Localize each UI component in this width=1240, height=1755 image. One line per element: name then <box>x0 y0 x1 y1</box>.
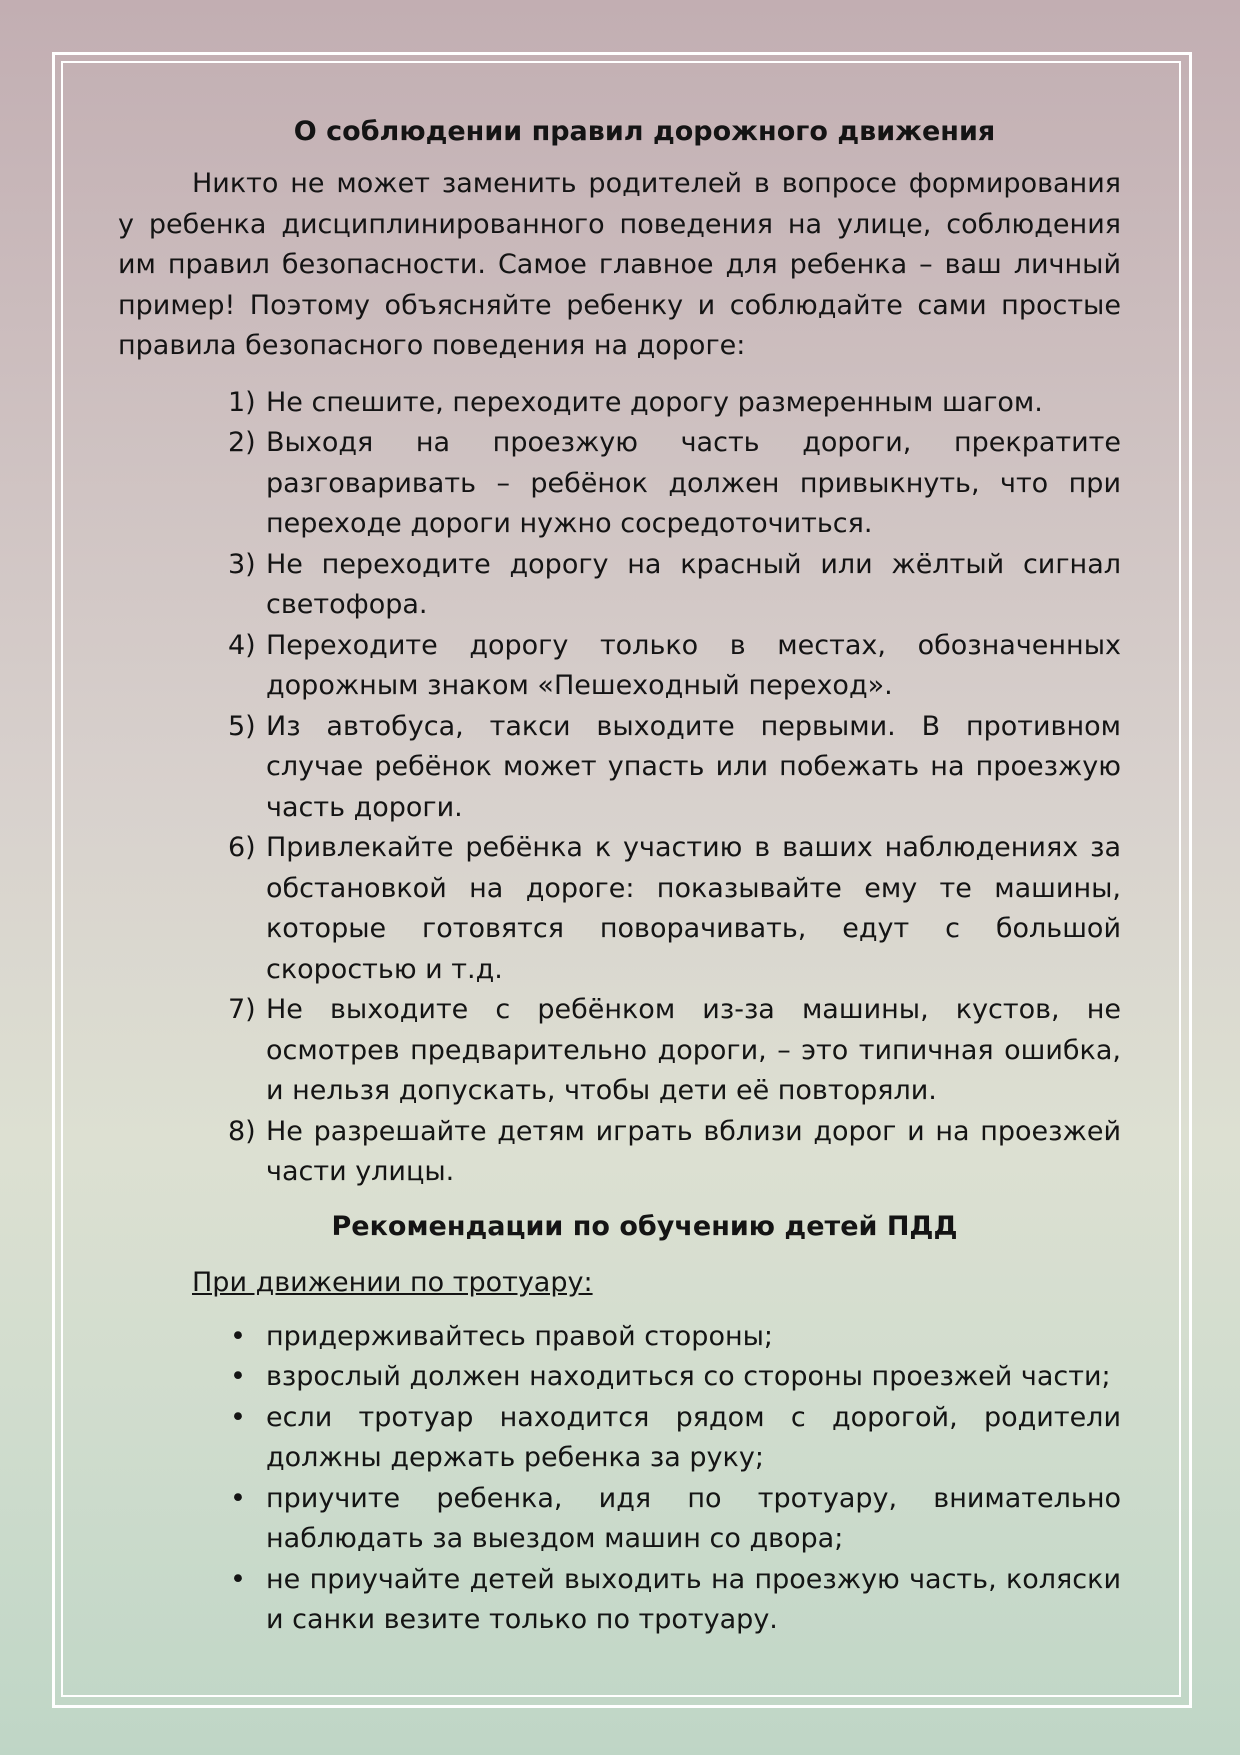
list-item <box>228 626 1121 707</box>
list-number: 7) <box>228 994 256 1025</box>
document-body <box>118 112 1121 1641</box>
list-item-text: Не выходите с ребёнком из-за машины, кустов, не осмотрев предварительно дороги, – это типичная ошибка, и нельзя допускать, чтобы дети её повторяли. <box>266 994 1121 1106</box>
list-number: 8) <box>228 1115 256 1147</box>
list-item-text: Выходя на проезжую часть дороги, прекратите разговаривать – ребёнок должен привыкнуть, что при переходе дороги нужно сосредоточиться. <box>266 427 1121 539</box>
bullet-icon: • <box>230 1563 246 1595</box>
list-item <box>228 1357 1121 1398</box>
list-number: 3) <box>228 548 256 580</box>
list-item-text: Не разрешайте детям играть вблизи дорог и на проезжей части улицы. <box>266 1115 1121 1187</box>
list-item-text: Не переходите дорогу на красный или жёлтый сигнал светофора. <box>266 548 1121 620</box>
list-item-text: Переходите дорогу только в местах, обозначенных дорожным знаком «Пешеходный переход». <box>266 629 1121 701</box>
list-item-text: Не спешите, переходите дорогу размеренным шагом. <box>266 386 1043 418</box>
bullet-icon: • <box>230 1361 246 1392</box>
recommendations-title: Рекомендации по обучению детей ПДД <box>331 1210 958 1242</box>
intro-paragraph: Никто не может заменить родителей в вопросе формирования у ребенка дисциплинированного поведения на улице, соблюдения им правил безопасности. Самое главное для ребенка – ваш личный пример! Поэтому объясняйте ребенку и соблюдайте сами простые правила безопасного поведения на дороге: <box>118 168 1121 361</box>
list-item-text: Из автобуса, такси выходите первыми. В противном случае ребёнок может упасть или побежать на проезжую часть дороги. <box>266 710 1121 823</box>
list-item-text: придерживайтесь правой стороны; <box>266 1320 774 1352</box>
bullet-icon: • <box>230 1482 246 1514</box>
list-number: 1) <box>228 386 256 418</box>
document-title: О соблюдении правил дорожного движения <box>293 116 996 147</box>
rules-list <box>118 383 1121 1193</box>
list-item-text: приучите ребенка, идя по тротуару, внимательно наблюдать за выездом машин со двора; <box>266 1482 1121 1554</box>
list-item-text: Привлекайте ребёнка к участию в ваших наблюдениях за обстановкой на дороге: показывайте ему те машины, которые готовятся поворачивать, едут с большой скоростью и т.д. <box>266 832 1121 985</box>
list-item <box>228 1479 1121 1560</box>
list-item-text: взрослый должен находиться со стороны проезжей части; <box>266 1361 1111 1392</box>
tips-list <box>118 1317 1121 1641</box>
list-number: 6) <box>228 832 256 863</box>
list-number: 4) <box>228 629 256 661</box>
list-item <box>228 990 1121 1112</box>
list-item-text: если тротуар находится рядом с дорогой, родители должны держать ребенка за руку; <box>266 1401 1121 1473</box>
list-number: 2) <box>228 427 256 458</box>
list-item <box>228 707 1121 829</box>
list-number: 5) <box>228 710 256 742</box>
bullet-icon: • <box>230 1401 246 1433</box>
list-item <box>228 1560 1121 1641</box>
sidewalk-heading: При движении по тротуару: <box>192 1266 593 1298</box>
list-item <box>228 1398 1121 1479</box>
list-item-text: не приучайте детей выходить на проезжую часть, коляски и санки везите только по тротуару. <box>266 1563 1121 1635</box>
list-item <box>228 383 1121 424</box>
list-item <box>228 545 1121 626</box>
bullet-icon: • <box>230 1320 246 1352</box>
list-item <box>228 1112 1121 1193</box>
list-item <box>228 828 1121 990</box>
list-item <box>228 1317 1121 1358</box>
list-item <box>228 423 1121 545</box>
